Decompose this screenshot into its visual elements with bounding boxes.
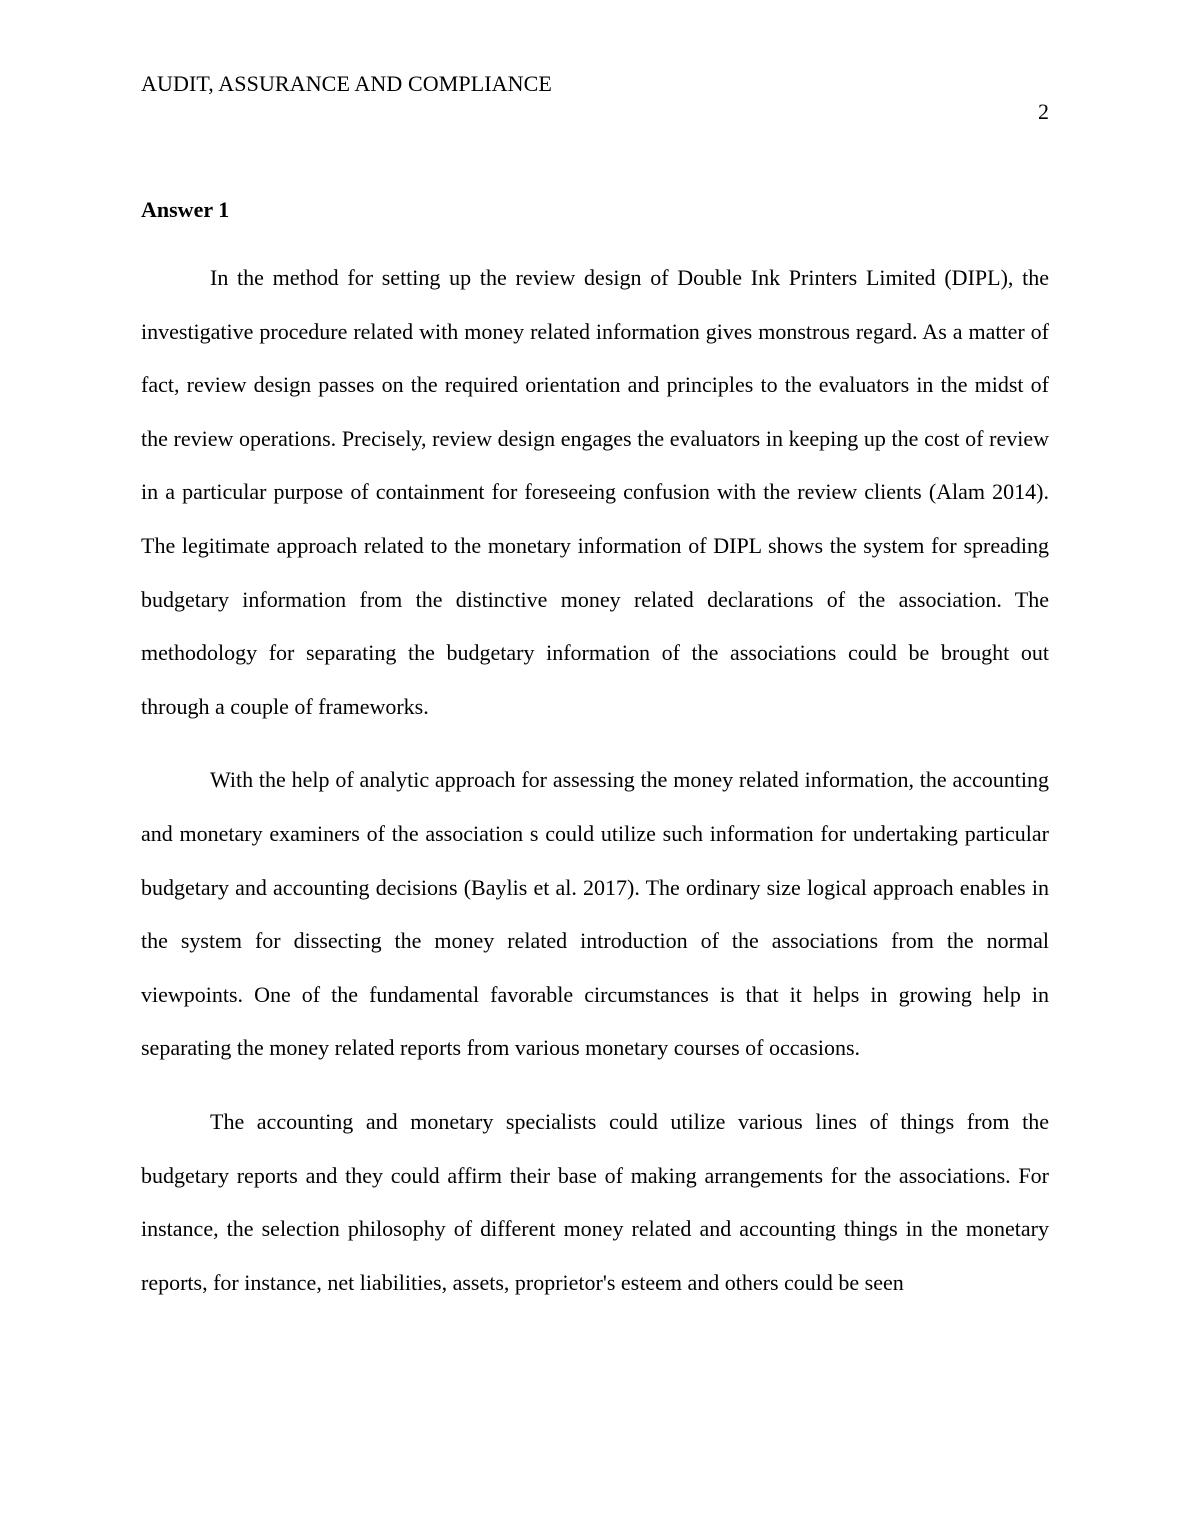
- section-heading: Answer 1: [141, 197, 230, 222]
- body-content: [141, 196, 1049, 1329]
- paragraph-1: In the method for setting up the review design of Double Ink Printers Limited (DIPL), the investigative procedure related with money related information gives monstrous regard. As a matter of fact, review design passes on the required orientation and principles to the evaluators in the midst of the review operations. Precisely, review design engages the evaluators in keeping up the cost of review in a particular purpose of containment for foreseeing confusion with the review clients (Alam 2014). The legitimate approach related to the monetary information of DIPL shows the system for spreading budgetary information from the distinctive money related declarations of the association. The methodology for separating the budgetary information of the associations could be brought out through a couple of frameworks.: [141, 265, 1049, 719]
- running-head: AUDIT, ASSURANCE AND COMPLIANCE: [141, 71, 552, 96]
- page-number: 2: [1038, 99, 1049, 124]
- paragraph-3: The accounting and monetary specialists could utilize various lines of things from the budgetary reports and they could affirm their base of making arrangements for the associations. For instance, the selection philosophy of different money related and accounting things in the monetary reports, for instance, net liabilities, assets, proprietor's esteem and others could be seen: [141, 1108, 1049, 1295]
- paragraph-2: With the help of analytic approach for assessing the money related information, the accounting and monetary examiners of the association s could utilize such information for undertaking particular budgetary and accounting decisions (Baylis et al. 2017). The ordinary size logical approach enables in the system for dissecting the money related introduction of the associations from the normal viewpoints. One of the fundamental favorable circumstances is that it helps in growing help in separating the money related reports from various monetary courses of occasions.: [141, 767, 1049, 1061]
